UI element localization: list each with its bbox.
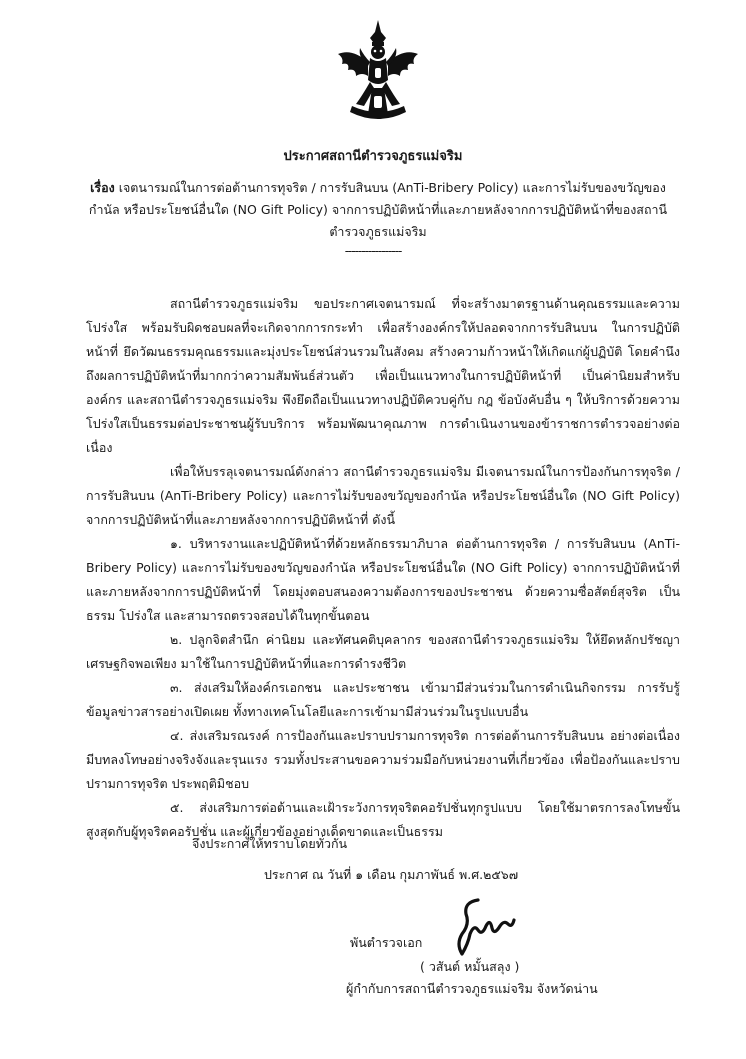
announcement-date: ประกาศ ณ วันที่ ๑ เดือน กุมภาพันธ์ พ.ศ.๒๕๖๗ (264, 867, 519, 882)
garuda-emblem-icon (334, 18, 422, 128)
announcement-body (86, 292, 680, 844)
signer-position: ผู้กำกับการสถานีตำรวจภูธรแม่จริม จังหวัดน่าน (346, 981, 598, 996)
body-paragraph-purpose: เพื่อให้บรรลุเจตนารมณ์ดังกล่าว สถานีตำรวจภูธรแม่จริม มีเจตนารมณ์ในการป้องกันการทุจริต / การรับสินบน (AnTi-Bribery Policy) และการไม่รับของขวัญของกำนัล หรือประโยชน์อื่นใด (NO Gift Policy) จากการปฏิบัติหน้าที่และภายหลังจากการปฏิบัติหน้าที่ ดังนี้ (86, 464, 680, 527)
body-item-5: ๕. ส่งเสริมการต่อต้านและเฝ้าระวังการทุจริตคอรัปชั่นทุกรูปแบบ โดยใช้มาตรการลงโทษขั้นสูงสุดกับผู้ทุจริตคอรัปชั่น และผู้เกี่ยวข้องอย่างเด็ดขาดและเป็นธรรม (86, 800, 680, 839)
announcement-title: ประกาศสถานีตำรวจภูธรแม่จริม (283, 149, 463, 164)
body-item-3: ๓. ส่งเสริมให้องค์กรเอกชน และประชาชน เข้ามามีส่วนร่วมในการดำเนินกิจกรรม การรับรู้ข้อมูลข่าวสารอย่างเปิดเผย ทั้งทางเทคโนโลยีและการเข้ามามีส่วนร่วมในรูปแบบอื่น (86, 680, 680, 719)
signer-rank: พันตำรวจเอก (350, 935, 423, 950)
subject-text: เจตนารมณ์ในการต่อต้านการทุจริต / การรับสินบน (AnTi-Bribery Policy) และการไม่รับของขวัญของกำนัล หรือประโยชน์อื่นใด (NO Gift Policy) จากการปฏิบัติหน้าที่และภายหลังจากการปฏิบัติหน้าที่ของสถานีตำรวจภูธรแม่จริม (88, 180, 668, 239)
closing-announce: จึงประกาศให้ทราบโดยทั่วกัน (192, 836, 348, 851)
separator-line: ----------------- (344, 244, 402, 258)
subject-block (78, 177, 678, 243)
body-item-1: ๑. บริหารงานและปฏิบัติหน้าที่ด้วยหลักธรรมาภิบาล ต่อต้านการทุจริต / การรับสินบน (AnTi-Bribery Policy) และการไม่รับของขวัญของกำนัล หรือประโยชน์อื่นใด (NO Gift Policy) จากการปฏิบัติหน้าที่และภายหลังจากการปฏิบัติหน้าที่ โดยมุ่งตอบสนองความต้องการของประชาชน ด้วยความซื่อสัตย์สุจริต เป็นธรรม โปร่งใส และสามารถตรวจสอบได้ในทุกขั้นตอน (86, 536, 680, 623)
body-paragraph-intro: สถานีตำรวจภูธรแม่จริม ขอประกาศเจตนารมณ์ ที่จะสร้างมาตรฐานด้านคุณธรรมและความโปร่งใส พร้อมรับผิดชอบผลที่จะเกิดจากการกระทำ เพื่อสร้างองค์กรให้ปลอดจากการรับสินบน ในการปฏิบัติหน้าที่ ยึดวัฒนธรรมคุณธรรมและมุ่งประโยชน์ส่วนรวมในสังคม สร้างความก้าวหน้าให้เกิดแก่ผู้ปฏิบัติ โดยคำนึงถึงผลการปฏิบัติหน้าที่มากกว่าความสัมพันธ์ส่วนตัว เพื่อเป็นแนวทางในการปฏิบัติหน้าที่ เป็นค่านิยมสำหรับองค์กร และสถานีตำรวจภูธรแม่จริม พึงยึดถือเป็นแนวทางปฏิบัติควบคู่กับ กฎ ข้อบังคับอื่น ๆ ให้บริการด้วยความโปร่งใสเป็นธรรมต่อประชาชนผู้รับบริการ พร้อมพัฒนาคุณภาพ การดำเนินงานของข้าราชการตำรวจอย่างต่อเนื่อง (86, 296, 680, 455)
signer-name: ( วสันต์ หมั้นสลุง ) (420, 959, 520, 974)
body-item-2: ๒. ปลูกจิตสำนึก ค่านิยม และทัศนคติบุคลากร ของสถานีตำรวจภูธรแม่จริม ให้ยึดหลักปรัชญาเศรษฐกิจพอเพียง มาใช้ในการปฏิบัติหน้าที่และการดำรงชีวิต (86, 632, 680, 671)
body-item-4: ๔. ส่งเสริมรณรงค์ การป้องกันและปราบปรามการทุจริต การต่อต้านการรับสินบน อย่างต่อเนื่อง มีบทลงโทษอย่างจริงจังและรุนแรง รวมทั้งประสานขอความร่วมมือกับหน่วยงานที่เกี่ยวข้อง เพื่อป้องกันและปราบปรามการทุจริต ประพฤติมิชอบ (86, 728, 680, 791)
subject-label: เรื่อง (90, 180, 115, 195)
handwritten-signature-icon (448, 894, 518, 960)
